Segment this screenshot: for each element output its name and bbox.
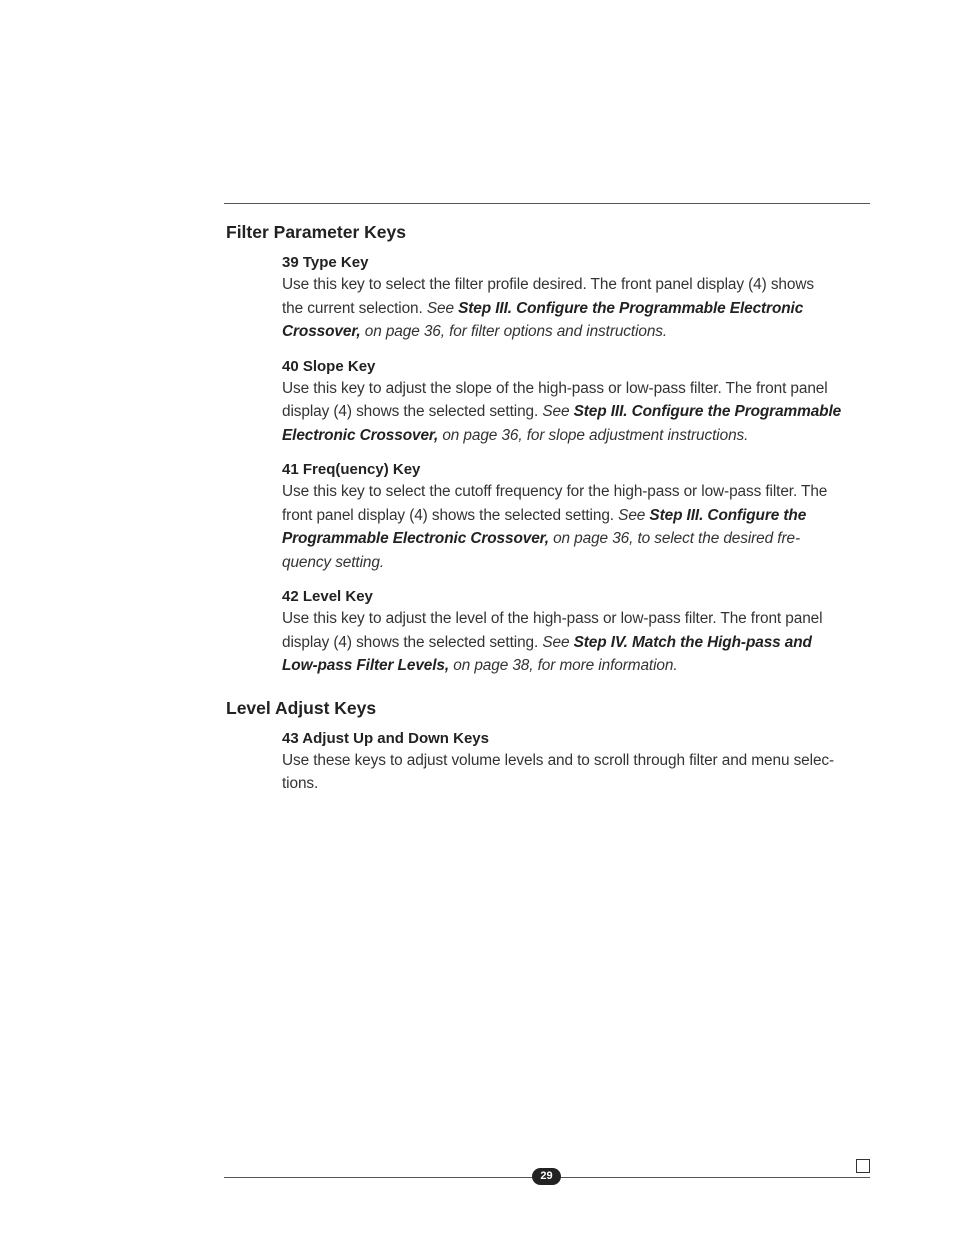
- entry-title: 41 Freq(uency) Key: [282, 461, 421, 478]
- text-run: Use this key to adjust the level of the high-pass or low-pass filter. The front panel: [282, 610, 823, 627]
- text-run: See: [542, 633, 574, 651]
- text-line: [282, 530, 800, 547]
- text-run: on page 38, for more information.: [449, 657, 678, 674]
- cross-reference: Programmable Electronic Crossover,: [282, 530, 549, 547]
- text-run: the current selection.: [282, 299, 427, 317]
- cross-reference: Step IV. Match the High-pass and: [573, 633, 812, 651]
- cross-reference: Step III. Configure the: [649, 506, 807, 524]
- header-rule: [224, 203, 870, 204]
- entry-title: 39 Type Key: [282, 254, 369, 271]
- cross-reference: Electronic Crossover,: [282, 426, 439, 444]
- key-entry: [282, 587, 872, 678]
- text-line: [282, 554, 384, 571]
- text-run: on page 36, for filter options and instructions.: [360, 323, 668, 340]
- section: [226, 697, 874, 796]
- entry-title: 40 Slope Key: [282, 357, 376, 375]
- entry-body: [282, 607, 872, 678]
- text-line: [282, 752, 834, 769]
- text-run: quency setting.: [282, 553, 385, 571]
- text-run: See: [542, 403, 574, 420]
- page-content: [226, 221, 874, 796]
- entry-title: 42 Level Key: [282, 588, 373, 605]
- text-line: [282, 403, 841, 420]
- text-line: [282, 775, 318, 792]
- text-run: Use this key to select the filter profile desired. The front panel display (4) shows: [282, 276, 814, 293]
- section: [226, 221, 874, 678]
- key-entry: [282, 729, 872, 796]
- text-line: [282, 634, 812, 651]
- entry-body: [282, 273, 872, 344]
- text-line: [282, 300, 803, 317]
- text-run: display (4) shows the selected setting.: [282, 633, 543, 651]
- text-line: [282, 323, 667, 340]
- text-run: tions.: [282, 775, 319, 792]
- cross-reference: Step III. Configure the Programmable Electronic: [458, 299, 804, 317]
- cross-reference: Low-pass Filter Levels,: [282, 657, 450, 674]
- text-line: [282, 427, 748, 444]
- text-line: [282, 483, 827, 500]
- text-run: Use these keys to adjust volume levels and to scroll through filter and menu selec-: [282, 751, 835, 769]
- text-run: front panel display (4) shows the selected setting.: [282, 506, 619, 524]
- key-entry: [282, 253, 872, 344]
- text-line: [282, 507, 806, 524]
- text-line: [282, 657, 678, 674]
- entry-title: 43 Adjust Up and Down Keys: [282, 729, 489, 747]
- cross-reference: Crossover,: [282, 323, 361, 340]
- text-run: Use this key to adjust the slope of the high-pass or low-pass filter. The front panel: [282, 379, 828, 397]
- entry-body: [282, 377, 872, 448]
- section-title: Filter Parameter Keys: [226, 222, 406, 242]
- key-entry: [282, 357, 872, 448]
- entry-body: [282, 749, 872, 796]
- text-line: [282, 276, 814, 293]
- cross-reference: Step III. Configure the Programmable: [573, 403, 842, 420]
- section-title: Level Adjust Keys: [226, 697, 377, 718]
- text-run: display (4) shows the selected setting.: [282, 403, 543, 420]
- corner-box-icon: [856, 1159, 870, 1173]
- key-entry: [282, 460, 872, 574]
- text-line: [282, 380, 828, 397]
- text-run: on page 36, for slope adjustment instructions.: [438, 426, 749, 444]
- text-run: Use this key to select the cutoff frequency for the high-pass or low-pass filter. The: [282, 483, 828, 500]
- entry-body: [282, 480, 872, 574]
- text-line: [282, 610, 822, 627]
- text-run: See: [426, 299, 459, 317]
- text-run: on page 36, to select the desired fre-: [548, 530, 800, 547]
- text-run: See: [618, 506, 650, 524]
- page-number-badge: 29: [532, 1168, 561, 1185]
